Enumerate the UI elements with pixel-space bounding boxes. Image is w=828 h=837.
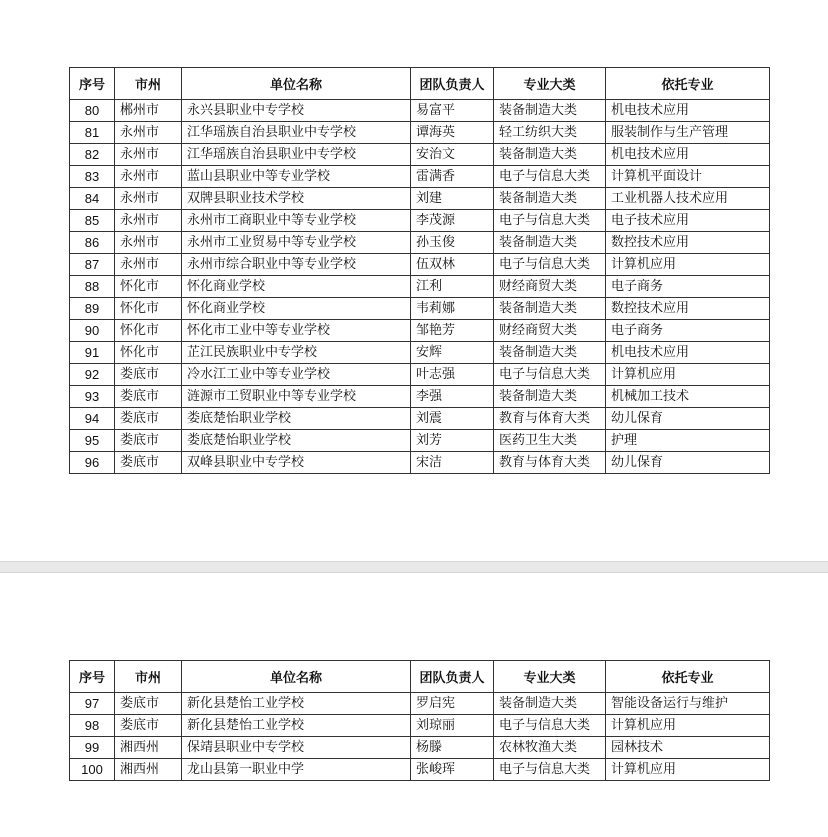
table-row xyxy=(70,210,770,232)
cell-index: 80 xyxy=(70,100,115,122)
cell-team-leader: 谭海英 xyxy=(411,122,494,144)
cell-team-leader: 刘震 xyxy=(411,408,494,430)
cell-base-major: 智能设备运行与维护 xyxy=(606,693,770,715)
cell-index: 82 xyxy=(70,144,115,166)
header-major-category: 专业大类 xyxy=(494,661,606,693)
cell-base-major: 服装制作与生产管理 xyxy=(606,122,770,144)
cell-unit-name: 怀化商业学校 xyxy=(182,276,411,298)
table-row xyxy=(70,759,770,781)
cell-base-major: 电子商务 xyxy=(606,320,770,342)
table-body xyxy=(70,100,770,474)
cell-city: 怀化市 xyxy=(115,276,182,298)
cell-base-major: 电子商务 xyxy=(606,276,770,298)
cell-base-major: 电子技术应用 xyxy=(606,210,770,232)
cell-index: 88 xyxy=(70,276,115,298)
cell-city: 永州市 xyxy=(115,254,182,276)
table-row xyxy=(70,144,770,166)
cell-city: 湘西州 xyxy=(115,759,182,781)
cell-unit-name: 怀化市工业中等专业学校 xyxy=(182,320,411,342)
cell-major-category: 轻工纺织大类 xyxy=(494,122,606,144)
cell-city: 永州市 xyxy=(115,122,182,144)
cell-city: 郴州市 xyxy=(115,100,182,122)
cell-index: 84 xyxy=(70,188,115,210)
cell-city: 娄底市 xyxy=(115,430,182,452)
cell-major-category: 电子与信息大类 xyxy=(494,715,606,737)
cell-major-category: 装备制造大类 xyxy=(494,342,606,364)
cell-major-category: 电子与信息大类 xyxy=(494,166,606,188)
cell-index: 94 xyxy=(70,408,115,430)
cell-major-category: 医药卫生大类 xyxy=(494,430,606,452)
cell-city: 永州市 xyxy=(115,210,182,232)
cell-base-major: 计算机应用 xyxy=(606,254,770,276)
cell-base-major: 数控技术应用 xyxy=(606,232,770,254)
cell-index: 91 xyxy=(70,342,115,364)
header-major-category: 专业大类 xyxy=(494,68,606,100)
cell-unit-name: 永州市工业贸易中等专业学校 xyxy=(182,232,411,254)
table-row xyxy=(70,715,770,737)
cell-team-leader: 李强 xyxy=(411,386,494,408)
cell-index: 87 xyxy=(70,254,115,276)
header-unit-name: 单位名称 xyxy=(182,68,411,100)
cell-city: 永州市 xyxy=(115,188,182,210)
cell-city: 娄底市 xyxy=(115,364,182,386)
cell-index: 99 xyxy=(70,737,115,759)
table-row xyxy=(70,276,770,298)
cell-team-leader: 孙玉俊 xyxy=(411,232,494,254)
cell-index: 98 xyxy=(70,715,115,737)
header-base-major: 依托专业 xyxy=(606,661,770,693)
cell-unit-name: 涟源市工贸职业中等专业学校 xyxy=(182,386,411,408)
cell-city: 湘西州 xyxy=(115,737,182,759)
cell-team-leader: 韦莉娜 xyxy=(411,298,494,320)
cell-index: 81 xyxy=(70,122,115,144)
cell-city: 娄底市 xyxy=(115,408,182,430)
cell-major-category: 装备制造大类 xyxy=(494,298,606,320)
cell-team-leader: 刘芳 xyxy=(411,430,494,452)
table-row xyxy=(70,693,770,715)
cell-base-major: 幼儿保育 xyxy=(606,408,770,430)
cell-base-major: 计算机平面设计 xyxy=(606,166,770,188)
cell-base-major: 机电技术应用 xyxy=(606,100,770,122)
cell-city: 娄底市 xyxy=(115,452,182,474)
cell-team-leader: 叶志强 xyxy=(411,364,494,386)
cell-city: 怀化市 xyxy=(115,298,182,320)
cell-index: 85 xyxy=(70,210,115,232)
table-row xyxy=(70,188,770,210)
cell-unit-name: 新化县楚怡工业学校 xyxy=(182,715,411,737)
cell-unit-name: 娄底楚怡职业学校 xyxy=(182,408,411,430)
table-row xyxy=(70,452,770,474)
cell-city: 娄底市 xyxy=(115,693,182,715)
cell-team-leader: 伍双林 xyxy=(411,254,494,276)
table-row xyxy=(70,430,770,452)
cell-base-major: 计算机应用 xyxy=(606,759,770,781)
table-row xyxy=(70,100,770,122)
cell-base-major: 护理 xyxy=(606,430,770,452)
header-city: 市州 xyxy=(115,68,182,100)
cell-index: 93 xyxy=(70,386,115,408)
cell-team-leader: 雷满香 xyxy=(411,166,494,188)
cell-team-leader: 杨滕 xyxy=(411,737,494,759)
table-body xyxy=(70,693,770,781)
cell-index: 83 xyxy=(70,166,115,188)
table-row xyxy=(70,342,770,364)
cell-index: 96 xyxy=(70,452,115,474)
cell-index: 92 xyxy=(70,364,115,386)
cell-team-leader: 罗启宪 xyxy=(411,693,494,715)
cell-city: 永州市 xyxy=(115,166,182,188)
cell-city: 娄底市 xyxy=(115,715,182,737)
cell-unit-name: 永州市综合职业中等专业学校 xyxy=(182,254,411,276)
cell-unit-name: 江华瑶族自治县职业中专学校 xyxy=(182,144,411,166)
cell-major-category: 财经商贸大类 xyxy=(494,276,606,298)
table-row xyxy=(70,408,770,430)
header-city: 市州 xyxy=(115,661,182,693)
cell-index: 90 xyxy=(70,320,115,342)
cell-team-leader: 邹艳芳 xyxy=(411,320,494,342)
cell-major-category: 电子与信息大类 xyxy=(494,759,606,781)
cell-unit-name: 保靖县职业中专学校 xyxy=(182,737,411,759)
cell-unit-name: 永州市工商职业中等专业学校 xyxy=(182,210,411,232)
cell-base-major: 机电技术应用 xyxy=(606,144,770,166)
cell-unit-name: 怀化商业学校 xyxy=(182,298,411,320)
cell-base-major: 幼儿保育 xyxy=(606,452,770,474)
cell-base-major: 计算机应用 xyxy=(606,715,770,737)
document-page-2 xyxy=(0,573,828,837)
cell-unit-name: 蓝山县职业中等专业学校 xyxy=(182,166,411,188)
cell-unit-name: 江华瑶族自治县职业中专学校 xyxy=(182,122,411,144)
team-table-page-2 xyxy=(69,660,770,781)
cell-team-leader: 易富平 xyxy=(411,100,494,122)
cell-team-leader: 江利 xyxy=(411,276,494,298)
cell-index: 100 xyxy=(70,759,115,781)
cell-major-category: 农林牧渔大类 xyxy=(494,737,606,759)
cell-team-leader: 张峻珲 xyxy=(411,759,494,781)
table-row xyxy=(70,737,770,759)
cell-major-category: 电子与信息大类 xyxy=(494,254,606,276)
table-row xyxy=(70,364,770,386)
header-team-leader: 团队负责人 xyxy=(411,68,494,100)
cell-unit-name: 冷水江工业中等专业学校 xyxy=(182,364,411,386)
cell-index: 95 xyxy=(70,430,115,452)
cell-base-major: 机电技术应用 xyxy=(606,342,770,364)
page-separator xyxy=(0,561,828,573)
cell-major-category: 教育与体育大类 xyxy=(494,408,606,430)
cell-team-leader: 宋洁 xyxy=(411,452,494,474)
table-row xyxy=(70,320,770,342)
cell-major-category: 装备制造大类 xyxy=(494,232,606,254)
cell-major-category: 教育与体育大类 xyxy=(494,452,606,474)
table-row xyxy=(70,122,770,144)
cell-index: 89 xyxy=(70,298,115,320)
table-header-row xyxy=(70,68,770,100)
team-table-page-1 xyxy=(69,67,770,474)
cell-index: 86 xyxy=(70,232,115,254)
cell-unit-name: 双峰县职业中专学校 xyxy=(182,452,411,474)
cell-base-major: 数控技术应用 xyxy=(606,298,770,320)
cell-unit-name: 龙山县第一职业中学 xyxy=(182,759,411,781)
cell-major-category: 装备制造大类 xyxy=(494,144,606,166)
cell-major-category: 财经商贸大类 xyxy=(494,320,606,342)
cell-unit-name: 芷江民族职业中专学校 xyxy=(182,342,411,364)
table-row xyxy=(70,298,770,320)
cell-unit-name: 新化县楚怡工业学校 xyxy=(182,693,411,715)
cell-base-major: 园林技术 xyxy=(606,737,770,759)
table-row xyxy=(70,386,770,408)
cell-unit-name: 娄底楚怡职业学校 xyxy=(182,430,411,452)
cell-city: 永州市 xyxy=(115,144,182,166)
cell-base-major: 机械加工技术 xyxy=(606,386,770,408)
cell-team-leader: 刘建 xyxy=(411,188,494,210)
cell-base-major: 计算机应用 xyxy=(606,364,770,386)
cell-team-leader: 安辉 xyxy=(411,342,494,364)
header-base-major: 依托专业 xyxy=(606,68,770,100)
cell-city: 永州市 xyxy=(115,232,182,254)
cell-major-category: 电子与信息大类 xyxy=(494,364,606,386)
cell-team-leader: 李茂源 xyxy=(411,210,494,232)
cell-major-category: 装备制造大类 xyxy=(494,188,606,210)
header-team-leader: 团队负责人 xyxy=(411,661,494,693)
cell-unit-name: 永兴县职业中专学校 xyxy=(182,100,411,122)
header-index: 序号 xyxy=(70,68,115,100)
cell-city: 怀化市 xyxy=(115,320,182,342)
header-index: 序号 xyxy=(70,661,115,693)
cell-major-category: 装备制造大类 xyxy=(494,386,606,408)
table-row xyxy=(70,166,770,188)
table-header-row xyxy=(70,661,770,693)
cell-major-category: 装备制造大类 xyxy=(494,693,606,715)
cell-index: 97 xyxy=(70,693,115,715)
cell-team-leader: 安治文 xyxy=(411,144,494,166)
cell-city: 怀化市 xyxy=(115,342,182,364)
cell-major-category: 装备制造大类 xyxy=(494,100,606,122)
cell-unit-name: 双牌县职业技术学校 xyxy=(182,188,411,210)
table-row xyxy=(70,254,770,276)
header-unit-name: 单位名称 xyxy=(182,661,411,693)
cell-base-major: 工业机器人技术应用 xyxy=(606,188,770,210)
cell-city: 娄底市 xyxy=(115,386,182,408)
cell-team-leader: 刘琼丽 xyxy=(411,715,494,737)
table-row xyxy=(70,232,770,254)
cell-major-category: 电子与信息大类 xyxy=(494,210,606,232)
